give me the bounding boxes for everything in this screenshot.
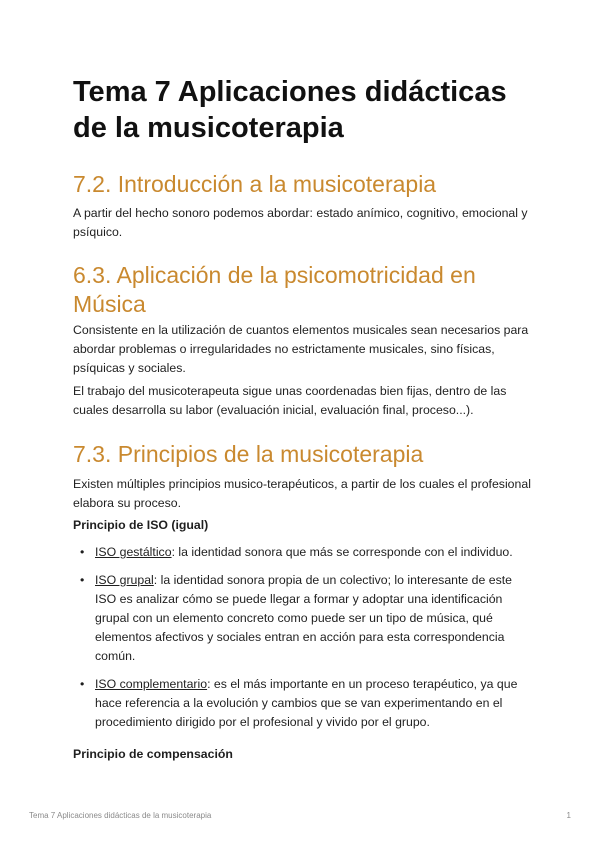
subheading-principio-iso: Principio de ISO (igual) — [73, 518, 209, 532]
list-item — [73, 675, 533, 732]
paragraph-psicomotricidad-1: Consistente en la utilización de cuantos elementos musicales sean necesarios para abordar problemas o irregularidades no estrictamente musicales, sino físicas, psíquicas y sociales. — [73, 323, 529, 375]
list-item — [73, 571, 533, 666]
bullet-icon: • — [80, 573, 85, 587]
paragraph-psicomotricidad-2: El trabajo del musicoterapeuta sigue unas coordenadas bien fijas, dentro de las cuales desarrolla su labor (evaluación inicial, evaluación final, proceso...). — [73, 384, 507, 417]
list-item — [73, 543, 533, 562]
iso-list — [73, 543, 533, 732]
paragraph-principios: Existen múltiples principios musico-terapéuticos, a partir de los cuales el profesional elabora su proceso. — [73, 477, 531, 510]
list-item-text: : la identidad sonora propia de un colectivo; lo interesante de este ISO es analizar cómo se puede llegar a formar y adoptar una identificación grupal con un elemento concreto como puede ser un tipo de música, qué elementos afectivos y sociales entran en acción para esta correspondencia común. — [95, 573, 513, 663]
bullet-icon: • — [80, 545, 85, 559]
document-title: Tema 7 Aplicaciones didácticas de la musicoterapia — [73, 76, 507, 144]
paragraph-introduccion: A partir del hecho sonoro podemos abordar: estado anímico, cognitivo, emocional y psíquico. — [73, 206, 528, 239]
page-number: 1 — [566, 811, 571, 820]
term-link[interactable]: ISO complementario — [95, 677, 208, 691]
term-link[interactable]: ISO grupal — [95, 573, 154, 587]
bullet-icon: • — [80, 677, 85, 691]
term-link[interactable]: ISO gestáltico — [95, 545, 172, 559]
section-heading-introduccion: 7.2. Introducción a la musicoterapia — [73, 171, 437, 197]
subheading-principio-compensacion: Principio de compensación — [73, 747, 233, 761]
section-heading-psicomotricidad: 6.3. Aplicación de la psicomotricidad en Música — [73, 262, 476, 317]
list-item-text: : la identidad sonora que más se corresponde con el individuo. — [171, 545, 513, 559]
section-heading-principios: 7.3. Principios de la musicoterapia — [73, 441, 424, 467]
footer-title: Tema 7 Aplicaciones didácticas de la musicoterapia — [29, 811, 212, 820]
list-item-text: : es el más importante en un proceso terapéutico, ya que hace referencia a la evolución y cambios que se van experimentando en el procedimiento dirigido por el profesional y vivido por el grupo. — [95, 677, 518, 729]
